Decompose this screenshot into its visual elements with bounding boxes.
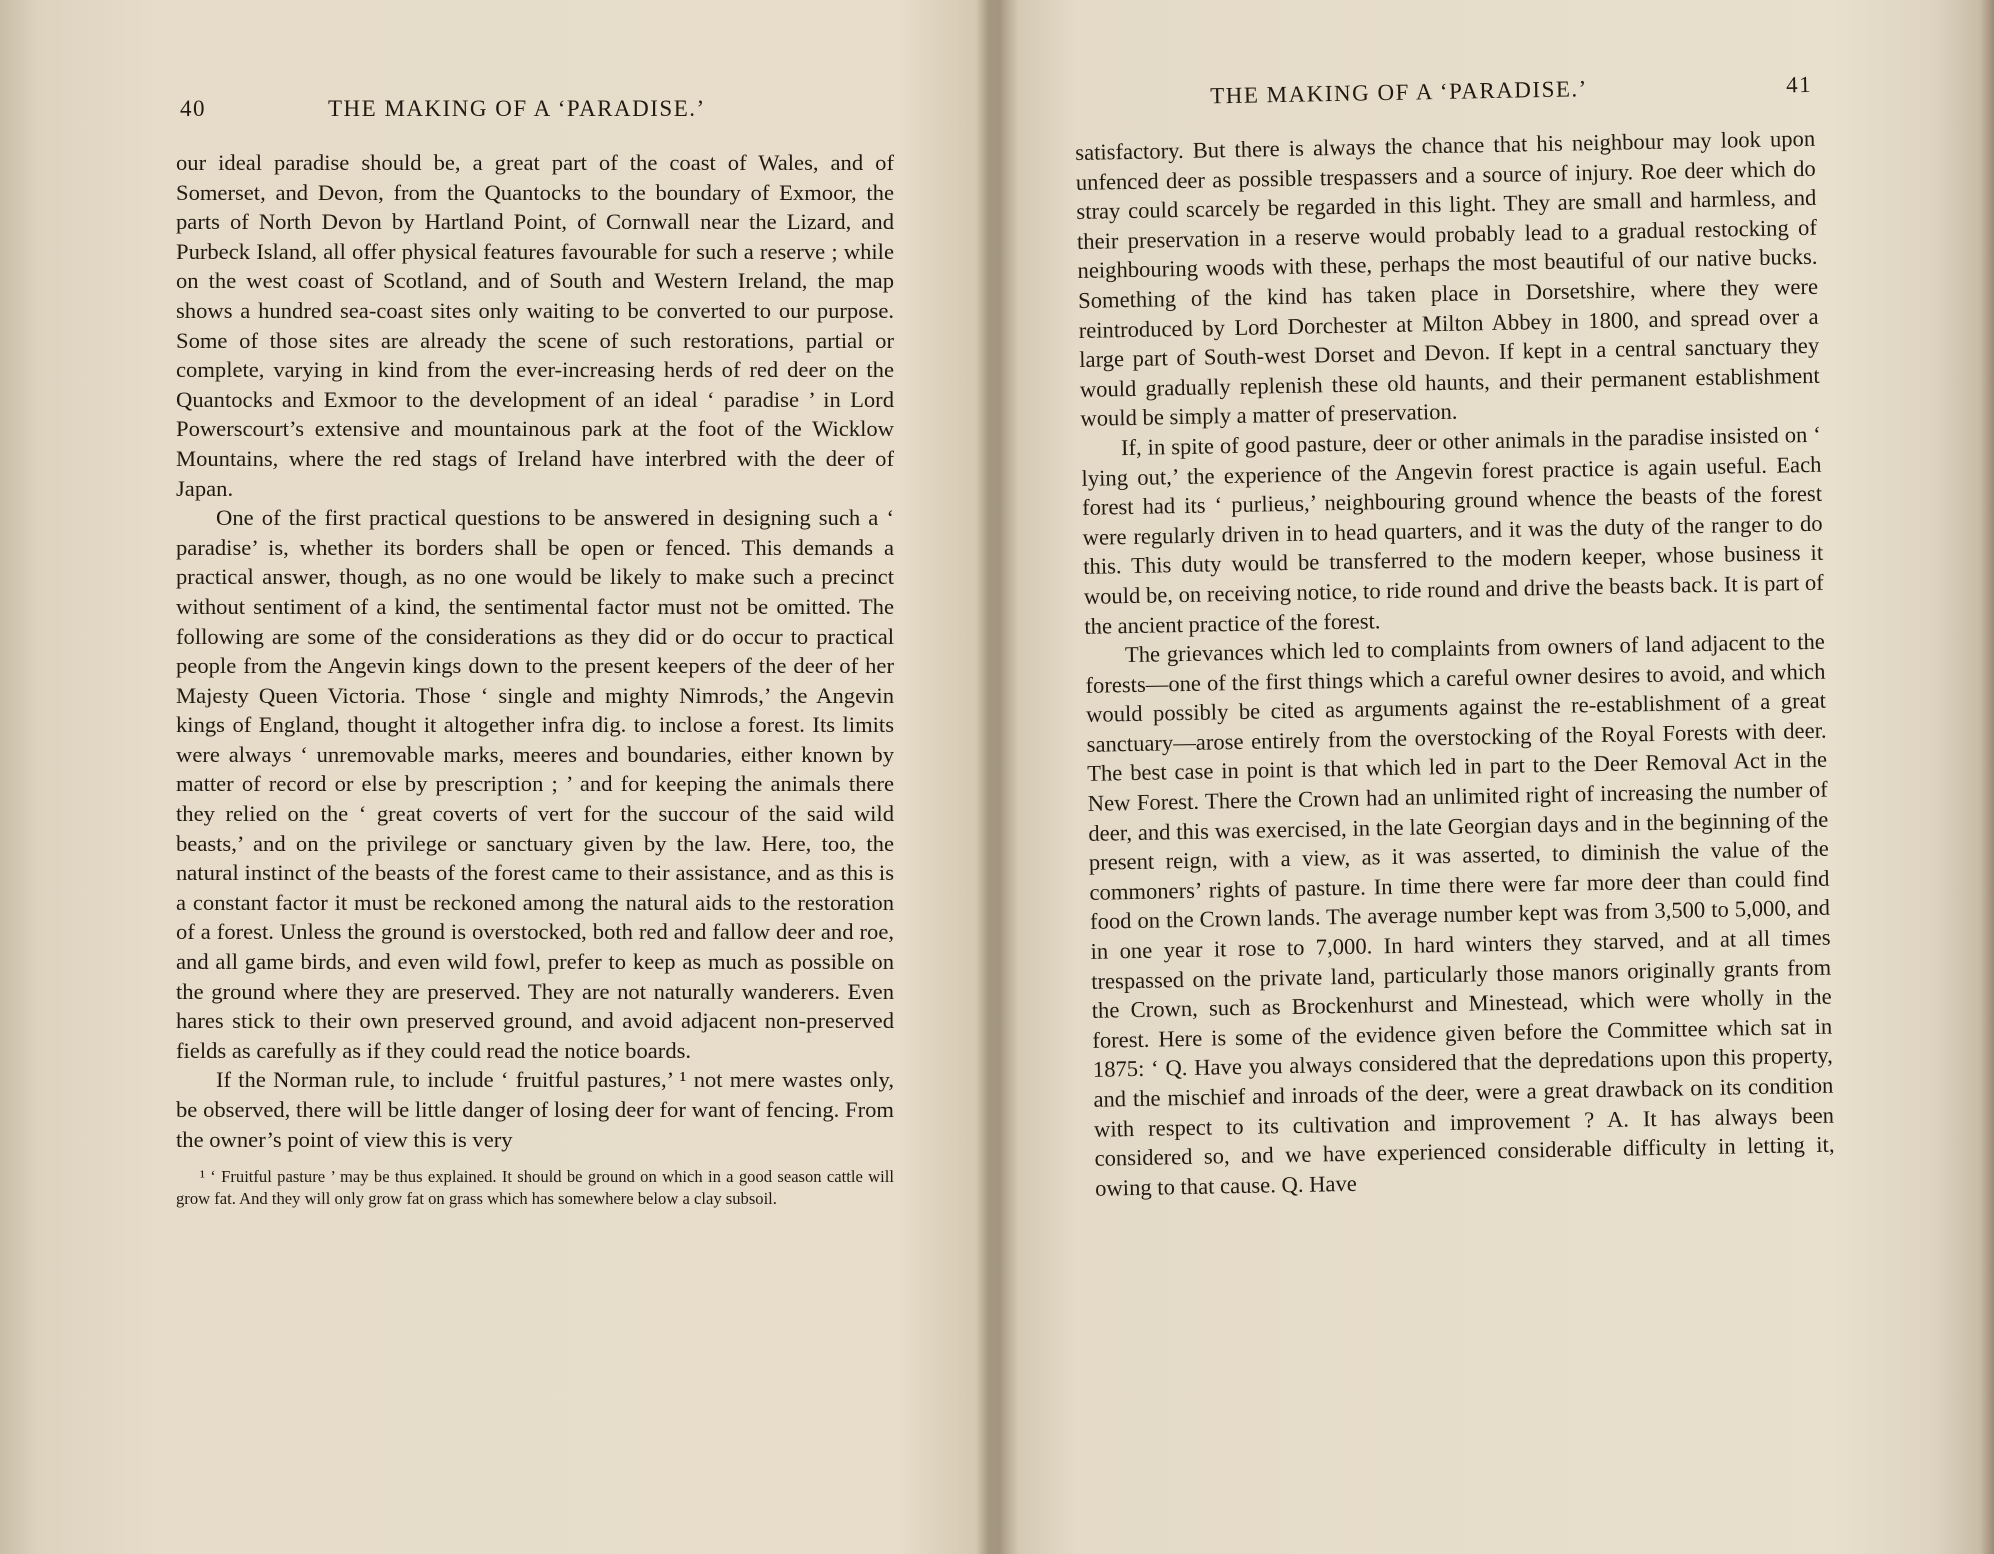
paragraph: If, in spite of good pasture, deer or other animals in the paradise insisted on ‘ lying out,’ the experience of the Angevin forest practice is again useful. Each forest had its ‘ purlieus,’ neighbouring ground whence the beasts of the forest were regularly driven in to head quarters, and it was the duty of the ranger to do this. This duty would be transferred to the modern keeper, whose business it would be, on receiving notice, to ride round and drive the beasts back. It is part of the ancient practice of the forest. — [1081, 421, 1824, 639]
right-page-number: 41 — [1785, 71, 1813, 98]
page-edge — [1980, 0, 1994, 1554]
left-page — [176, 96, 894, 1210]
right-running-title: THE MAKING OF A ‘PARADISE.’ — [1209, 76, 1589, 109]
footnote: ¹ ‘ Fruitful pasture ’ may be thus explained. It should be ground on which in a good season cattle will grow fat. And they will only grow fat on grass which has somewhere below a clay subsoil. — [176, 1167, 894, 1209]
left-page-body — [176, 148, 894, 1210]
right-page — [1074, 72, 1835, 1203]
left-page-header — [176, 96, 894, 130]
right-page-body — [1075, 124, 1835, 1203]
left-page-number: 40 — [180, 96, 206, 121]
paragraph: If the Norman rule, to include ‘ fruitful pastures,’ ¹ not mere wastes only, be observed, there will be little danger of losing deer for want of fencing. From the owner’s point of view this is very — [176, 1067, 894, 1152]
paragraph: One of the first practical questions to be answered in designing such a ‘ paradise’ is, whether its borders shall be open or fenced. This demands a practical answer, though, as no one would be likely to make such a precinct without sentiment of a kind, the sentimental factor must not be omitted. The following are some of the considerations as they did or do occur to practical people from the Angevin kings down to the present keepers of the deer of her Majesty Queen Victoria. Those ‘ single and mighty Nimrods,’ the Angevin kings of England, thought it altogether infra dig. to inclose a forest. Its limits were always ‘ unremovable marks, meeres and boundaries, either known by matter of record or else by prescription ; ’ and for keeping the animals there they relied on the ‘ great coverts of vert for the succour of the said wild beasts,’ and on the privilege or sanctuary given by the law. Here, too, the natural instinct of the beasts of the forest came to their assistance, and as this is a constant factor it must be reckoned among the natural aids to the restoration of a forest. Unless the ground is overstocked, both red and fallow deer and roe, and all game birds, and even wild fowl, prefer to keep as much as possible on the ground where they are preserved. They are not naturally wanderers. Even hares stick to their own preserved ground, and avoid adjacent non-preserved fields as carefully as if they could read the notice boards. — [176, 505, 894, 1063]
left-running-title: THE MAKING OF A ‘PARADISE.’ — [328, 96, 706, 121]
book-gutter — [975, 0, 1019, 1554]
paragraph: satisfactory. But there is always the chance that his neighbour may look upon unfenced deer as possible trespassers and a source of injury. Roe deer which do stray could scarcely be regarded in this light. They are small and harmless, and their preservation in a reserve would probably lead to a gradual restocking of neighbouring woods with these, perhaps the most beautiful of our native bucks. Something of the kind has taken place in Dorsetshire, where they were reintroduced by Lord Dorchester at Milton Abbey in 1800, and spread over a large part of South-west Dorset and Devon. If kept in a central sanctuary they would gradually replenish these old haunts, and their permanent establishment would be simply a matter of preservation. — [1075, 125, 1820, 432]
paragraph: The grievances which led to complaints from owners of land adjacent to the forests—one of the first things which a careful owner desires to avoid, and which would possibly be cited as arguments against the re-establishment of a great sanctuary—arose entirely from the overstocking of the Royal Forests with deer. The best case in point is that which led in part to the Deer Removal Act in the New Forest. There the Crown had an unlimited right of increasing the number of deer, and this was exercised, in the late Georgian days and in the beginning of the present reign, with a view, as it was asserted, to diminish the value of the commoners’ rights of pasture. In time there were far more deer than could find food on the Crown lands. The average number kept was from 3,500 to 5,000, and in one year it rose to 7,000. In hard winters they starved, and at all times trespassed on the private land, particularly those manors originally grants from the Crown, such as Brockenhurst and Minestead, which were wholly in the forest. Here is some of the evidence given before the Committee which sat in 1875: ‘ Q. Have you always considered that the depredations upon this property, and the mischief and inroads of the deer, were a great drawback on its condition with respect to its cultivation and improvement ? A. It has always been considered so, and we have experienced considerable difficulty in letting it, owing to that cause. Q. Have — [1085, 628, 1835, 1201]
paragraph: our ideal paradise should be, a great part of the coast of Wales, and of Somerset, and Devon, from the Quantocks to the boundary of Exmoor, the parts of North Devon by Hartland Point, of Cornwall near the Lizard, and Purbeck Island, all offer physical features favourable for such a reserve ; while on the west coast of Scotland, and of South and Western Ireland, the map shows a hundred sea-coast sites only waiting to be converted to our purpose. Some of those sites are already the scene of such restorations, partial or complete, varying in kind from the ever-increasing herds of red deer on the Quantocks and Exmoor to the development of an ideal ‘ paradise ’ in Lord Powerscourt’s extensive and mountainous park at the foot of the Wicklow Mountains, where the red stags of Ireland have interbred with the deer of Japan. — [176, 150, 894, 501]
right-page-header — [1074, 72, 1815, 120]
